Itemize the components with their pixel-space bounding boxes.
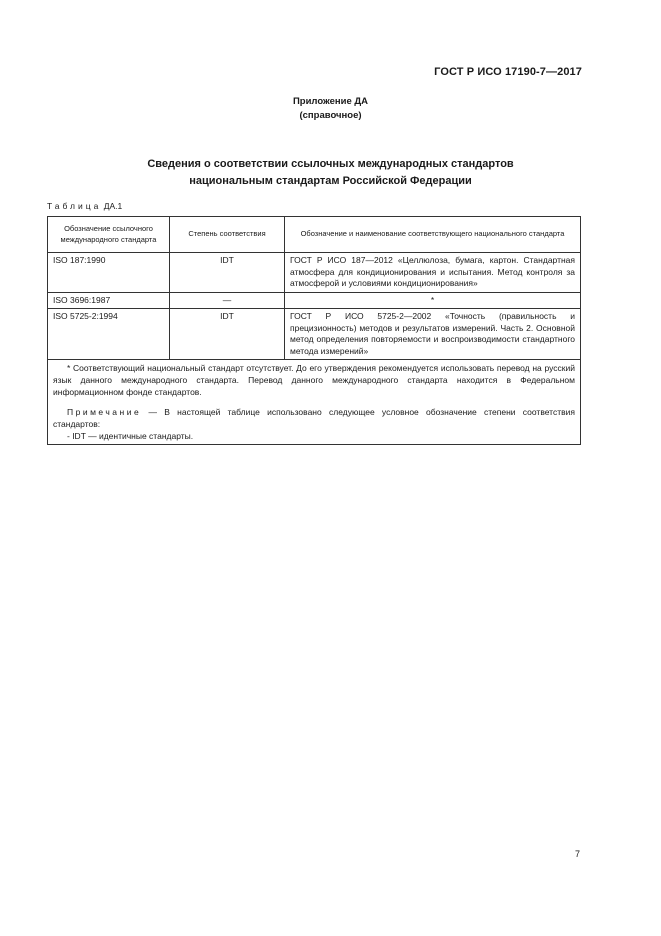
section-title-line-2: национальным стандартам Российской Федерации	[189, 175, 472, 187]
table-row	[48, 309, 581, 360]
table-caption-number: ДА.1	[103, 201, 123, 211]
table-footer	[48, 360, 581, 445]
cell-national: *	[285, 292, 581, 309]
note-label: Примечание	[67, 407, 142, 417]
note-text: — В настоящей таблице использовано следующее условное обозначение степени соответствия стандартов:	[53, 407, 575, 429]
footnote: * Соответствующий национальный стандарт отсутствует. До его утверждения рекомендуется использовать перевод на русский язык данного международного стандарта. Перевод данного международного стандарта находится в Федеральном информационном фонде стандартов.	[53, 363, 575, 397]
cell-reference: ISO 3696:1987	[48, 292, 170, 309]
cell-national: ГОСТ Р ИСО 187—2012 «Целлюлоза, бумага, картон. Стандартная атмосфера для кондиционирования и испытания. Метод контроля за атмосферой и условиями кондиционирования»	[285, 253, 581, 293]
cell-degree: —	[170, 292, 285, 309]
header-degree: Степень соответствия	[170, 217, 285, 253]
note-item: - IDT — идентичные стандарты.	[67, 431, 194, 441]
annex-heading	[0, 95, 661, 123]
table-header-row	[48, 217, 581, 253]
table-row	[48, 253, 581, 293]
header-reference-standard: Обозначение ссылочного международного стандарта	[48, 217, 170, 253]
cell-degree: IDT	[170, 253, 285, 293]
note	[53, 406, 575, 430]
table-caption	[47, 201, 122, 211]
table-row	[48, 292, 581, 309]
page-number: 7	[574, 849, 580, 859]
section-title-line-1: Сведения о соответствии ссылочных международных стандартов	[147, 158, 514, 170]
section-title	[0, 156, 661, 190]
cell-reference: ISO 5725-2:1994	[48, 309, 170, 360]
document-code: ГОСТ Р ИСО 17190-7—2017	[434, 66, 582, 78]
table-caption-word: Таблица	[47, 201, 102, 211]
correspondence-table	[47, 216, 581, 445]
cell-reference: ISO 187:1990	[48, 253, 170, 293]
cell-national: ГОСТ Р ИСО 5725-2—2002 «Точность (правильность и прецизионность) методов и результатов измерений. Часть 2. Основной метод определения повторяемости и воспроизводимости стандартного метода измерений»	[285, 309, 581, 360]
cell-degree: IDT	[170, 309, 285, 360]
table-footer-row	[48, 360, 581, 445]
header-national-standard: Обозначение и наименование соответствующего национального стандарта	[285, 217, 581, 253]
annex-subtitle: (справочное)	[299, 110, 362, 121]
annex-title: Приложение ДА	[292, 96, 369, 107]
